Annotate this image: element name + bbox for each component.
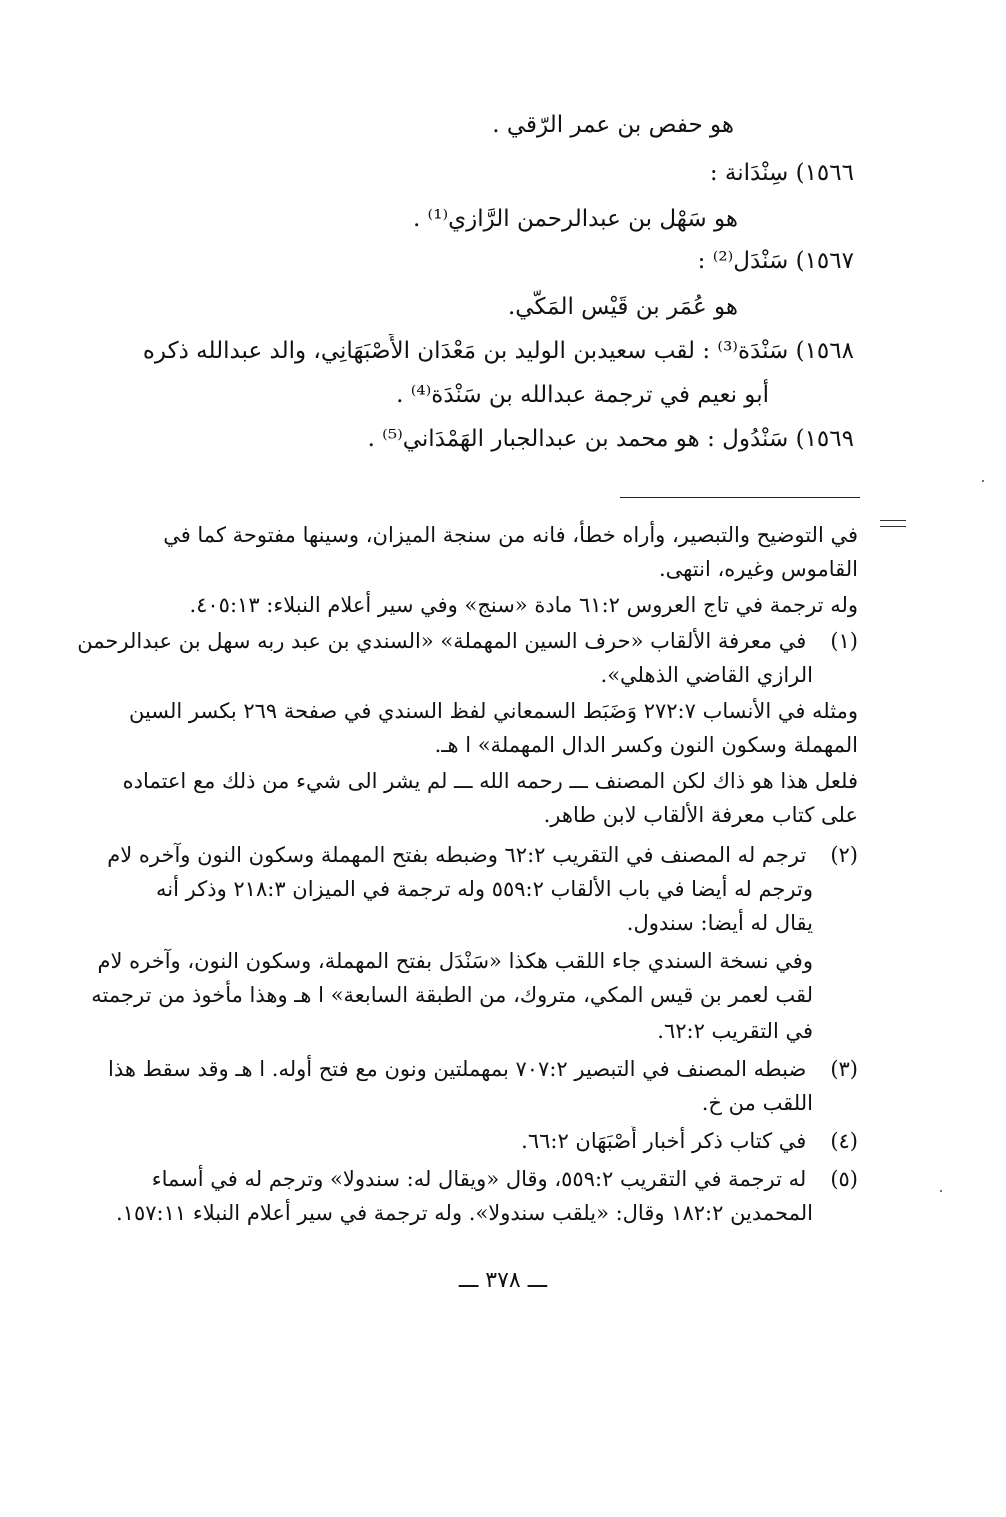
footnote-line: الرازي القاضي الذهلي».: [600, 663, 813, 687]
entry-line: هو حفص بن عمر الرّقي .: [492, 112, 734, 138]
footnote-text: له ترجمة في التقريب ٥٥٩:٢، وقال «ويقال له: سندولا» وترجم له في أسماء: [151, 1167, 807, 1191]
footnote-line: المهملة وسكون النون وكسر الدال المهملة» ا هـ.: [434, 733, 858, 757]
entry-number: ١٥٦٦): [795, 160, 854, 186]
entry-title: سَنْدَل⁽²⁾ :: [697, 248, 789, 274]
footnote-marker: (١): [830, 629, 858, 653]
entry-number: ١٥٦٨): [795, 338, 854, 364]
footnote-separator: [620, 497, 860, 498]
footnote-line: وله ترجمة في تاج العروس ٦١:٢ مادة «سنج» وفي سير أعلام النبلاء: ٤٠٥:١٣.: [189, 593, 858, 617]
footnote-line: ومثله في الأنساب ٢٧٢:٧ وَضَبَط السمعاني لفظ السندي في صفحة ٢٦٩ بكسر السين: [128, 699, 858, 723]
footnote-line: لقب لعمر بن قيس المكي، متروك، من الطبقة السابعة» ا هـ وهذا مأخوذ من ترجمته: [91, 983, 813, 1007]
footnote-marker: (٣): [830, 1057, 858, 1081]
footnote-marker: (٢): [830, 843, 858, 867]
footnote-4: [0, 1126, 1006, 1156]
entry-1566: [0, 156, 1006, 190]
footnote-line: في التوضيح والتبصير، وأراه خطأ، فانه من سنجة الميزان، وسينها مفتوحة كما في: [163, 523, 858, 547]
footnote-text: في معرفة الألقاب «حرف السين المهملة» «السندي بن عبد ربه سهل بن عبدالرحمن: [77, 629, 807, 653]
footnote-line: اللقب من خ.: [701, 1091, 813, 1115]
scan-speck: [982, 480, 984, 482]
entry-title: سِنْدَانة :: [709, 160, 789, 186]
footnote-5: [0, 1164, 1006, 1194]
entry-1568: [0, 334, 1006, 368]
footnote-text: ضبطه المصنف في التبصير ٧٠٧:٢ بمهملتين ونون مع فتح أوله. ا هـ وقد سقط هذا: [108, 1057, 807, 1081]
footnote-2: [0, 840, 1006, 870]
entry-text: سَنْدُول : هو محمد بن عبدالجبار الهَمْدَاني⁽⁵⁾ .: [367, 426, 789, 452]
footnote-line: في التقريب ٦٢:٢.: [657, 1019, 813, 1043]
entry-1569: [0, 422, 1006, 456]
footnote-line: يقال له أيضا: سندول.: [626, 911, 813, 935]
entry-1567: [0, 244, 1006, 278]
footnote-line: على كتاب معرفة الألقاب لابن طاهر.: [543, 803, 858, 827]
entry-number: ١٥٦٩): [795, 426, 854, 452]
entry-line: هو سَهْل بن عبدالرحمن الرَّازي⁽¹⁾ .: [412, 206, 738, 232]
footnote-3: [0, 1054, 1006, 1084]
entry-line: أبو نعيم في ترجمة عبدالله بن سَنْدَة⁽⁴⁾ .: [396, 382, 769, 408]
footnote-marker: (٥): [830, 1167, 858, 1191]
footnote-line: وفي نسخة السندي جاء اللقب هكذا «سَنْدَل بفتح المهملة، وسكون النون، وآخره لام: [97, 949, 813, 973]
footnote-text: ترجم له المصنف في التقريب ٦٢:٢ وضبطه بفتح المهملة وسكون النون وآخره لام: [107, 843, 807, 867]
scan-speck: [940, 1190, 942, 1192]
footnote-marker: (٤): [830, 1129, 858, 1153]
footnote-line: فلعل هذا هو ذاك لكن المصنف ـــ رحمه الله ـــ لم يشر الى شيء من ذلك مع اعتماده: [122, 769, 858, 793]
entry-number: ١٥٦٧): [795, 248, 854, 274]
footnote-1: [0, 626, 1006, 656]
footnote-line: المحمدين ١٨٢:٢ وقال: «يلقب سندولا». وله ترجمة في سير أعلام النبلاء ١٥٧:١١.: [115, 1201, 813, 1225]
page-number: ـــ ٣٧٨ ـــ: [458, 1268, 548, 1293]
footnote-text: في كتاب ذكر أخبار أَصْبَهَان ٦٦:٢.: [521, 1129, 807, 1153]
footnote-line: وترجم له أيضا في باب الألقاب ٥٥٩:٢ وله ترجمة في الميزان ٢١٨:٣ وذكر أنه: [156, 877, 813, 901]
entry-line: هو عُمَر بن قَيْس المَكّي.: [507, 294, 738, 320]
footnote-line: القاموس وغيره، انتهى.: [658, 557, 858, 581]
entry-text: سَنْدَة⁽³⁾ : لقب سعيدبن الوليد بن مَعْدَان الأَصْبَهَانِي، والد عبدالله ذكره: [142, 338, 789, 364]
